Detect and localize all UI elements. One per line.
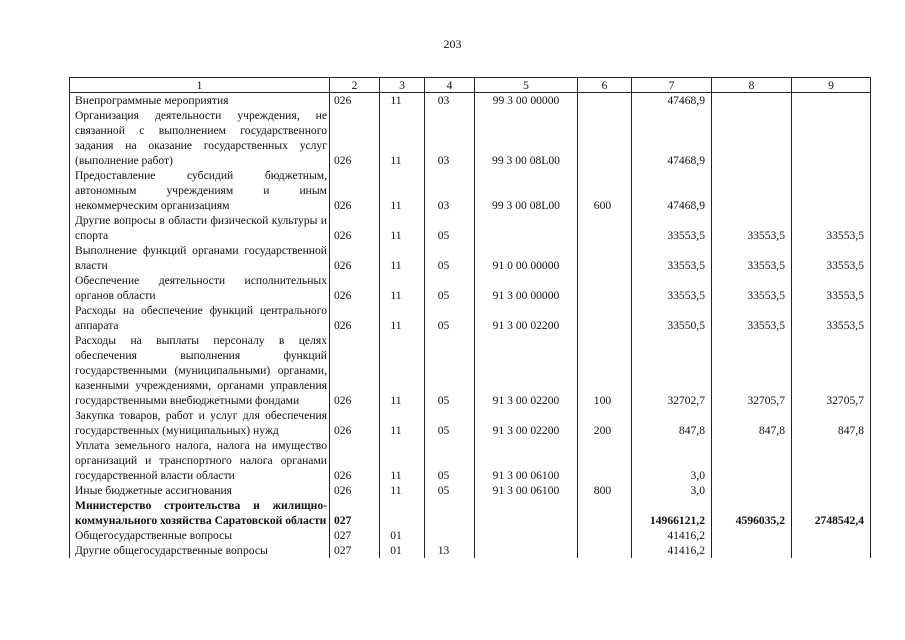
section-code-cell: 11 [380,303,425,333]
amount-cell [712,438,792,483]
subsection-code-cell: 03 [425,108,475,168]
ministry-code-cell: 026 [330,483,380,498]
column-header: 4 [425,78,475,93]
amount-cell: 32702,7 [632,333,712,408]
ministry-code-cell: 026 [330,108,380,168]
row-name-cell: Общегосударственные вопросы [70,528,330,543]
expense-type-cell: 800 [578,483,632,498]
page-number: 203 [443,37,462,51]
target-article-cell: 91 3 00 06100 [475,483,578,498]
expense-type-cell [578,543,632,558]
table-row [70,483,871,498]
amount-cell: 41416,2 [632,528,712,543]
section-code-cell [380,498,425,528]
row-name-cell: Предоставление субсидий бюджетным, автономным учреждениям и иным некоммерческим организациям [70,168,330,213]
ministry-code-cell: 026 [330,438,380,483]
ministry-code-cell: 026 [330,213,380,243]
subsection-code-cell: 05 [425,408,475,438]
amount-cell [792,168,871,213]
column-header: 2 [330,78,380,93]
table-row [70,543,871,558]
row-name-cell: Другие вопросы в области физической культуры и спорта [70,213,330,243]
subsection-code-cell [425,528,475,543]
table-body [70,93,871,559]
amount-cell: 33553,5 [792,273,871,303]
amount-cell [792,528,871,543]
expense-type-cell [578,438,632,483]
ministry-code-cell: 027 [330,543,380,558]
ministry-code-cell: 027 [330,528,380,543]
row-name-cell: Расходы на обеспечение функций центрального аппарата [70,303,330,333]
amount-cell: 47468,9 [632,168,712,213]
budget-table-container [69,77,871,558]
section-code-cell: 11 [380,438,425,483]
amount-cell [792,438,871,483]
section-code-cell: 11 [380,243,425,273]
amount-cell: 33553,5 [632,243,712,273]
amount-cell: 33553,5 [792,303,871,333]
table-row [70,408,871,438]
ministry-code-cell: 026 [330,273,380,303]
subsection-code-cell: 03 [425,168,475,213]
target-article-cell [475,213,578,243]
expense-type-cell [578,528,632,543]
target-article-cell: 91 0 00 00000 [475,243,578,273]
row-name-cell: Иные бюджетные ассигнования [70,483,330,498]
column-header: 9 [792,78,871,93]
subsection-code-cell: 05 [425,213,475,243]
section-code-cell: 11 [380,408,425,438]
subsection-code-cell: 05 [425,333,475,408]
table-row [70,303,871,333]
amount-cell [712,528,792,543]
table-row [70,273,871,303]
section-code-cell: 01 [380,528,425,543]
expense-type-cell: 200 [578,408,632,438]
column-header: 1 [70,78,330,93]
amount-cell: 33553,5 [712,213,792,243]
row-name-cell: Закупка товаров, работ и услуг для обеспечения государственных (муниципальных) нужд [70,408,330,438]
amount-cell: 33553,5 [632,273,712,303]
amount-cell: 41416,2 [632,543,712,558]
table-row [70,108,871,168]
expense-type-cell [578,108,632,168]
row-name-cell: Организация деятельности учреждения, не связанной с выполнением государственного задания на оказание государственных услуг (выполнение работ) [70,108,330,168]
amount-cell: 33553,5 [792,243,871,273]
subsection-code-cell: 03 [425,93,475,109]
section-code-cell: 11 [380,333,425,408]
target-article-cell [475,498,578,528]
expense-type-cell [578,243,632,273]
amount-cell: 847,8 [712,408,792,438]
expense-type-cell [578,273,632,303]
target-article-cell: 91 3 00 02200 [475,303,578,333]
row-name-cell: Уплата земельного налога, налога на имущество организаций и транспортного налога органами государственной власти области [70,438,330,483]
target-article-cell: 91 3 00 06100 [475,438,578,483]
amount-cell: 33553,5 [792,213,871,243]
table-row [70,213,871,243]
amount-cell [712,168,792,213]
row-name-cell: Расходы на выплаты персоналу в целях обеспечения выполнения функций государственными (муниципальными) органами, казенными учреждениями, органами управления государственными внебюджетными фондами [70,333,330,408]
amount-cell [712,108,792,168]
subsection-code-cell: 05 [425,303,475,333]
table-row [70,243,871,273]
table-row [70,93,871,109]
ministry-code-cell: 026 [330,168,380,213]
expense-type-cell [578,93,632,109]
target-article-cell: 99 3 00 00000 [475,93,578,109]
target-article-cell: 99 3 00 08L00 [475,168,578,213]
section-code-cell: 11 [380,213,425,243]
amount-cell: 32705,7 [792,333,871,408]
ministry-code-cell: 026 [330,408,380,438]
amount-cell: 33553,5 [712,273,792,303]
amount-cell [792,543,871,558]
column-header: 6 [578,78,632,93]
amount-cell [792,108,871,168]
amount-cell: 3,0 [632,438,712,483]
subsection-code-cell: 05 [425,273,475,303]
subsection-code-cell: 05 [425,483,475,498]
amount-cell: 847,8 [792,408,871,438]
amount-cell: 847,8 [632,408,712,438]
amount-cell [712,543,792,558]
table-row [70,498,871,528]
row-name-cell: Внепрограммные мероприятия [70,93,330,109]
amount-cell: 33553,5 [632,213,712,243]
expense-type-cell: 100 [578,333,632,408]
amount-cell [712,483,792,498]
subsection-code-cell: 05 [425,438,475,483]
amount-cell: 32705,7 [712,333,792,408]
target-article-cell [475,528,578,543]
column-header: 8 [712,78,792,93]
subsection-code-cell [425,498,475,528]
ministry-code-cell: 026 [330,243,380,273]
table-row [70,528,871,543]
section-code-cell: 11 [380,108,425,168]
target-article-cell: 91 3 00 00000 [475,273,578,303]
amount-cell: 47468,9 [632,93,712,109]
amount-cell: 33553,5 [712,303,792,333]
column-header: 7 [632,78,712,93]
expense-type-cell [578,303,632,333]
amount-cell [792,483,871,498]
amount-cell [792,93,871,109]
amount-cell: 3,0 [632,483,712,498]
row-name-cell: Другие общегосударственные вопросы [70,543,330,558]
target-article-cell: 99 3 00 08L00 [475,108,578,168]
expense-type-cell: 600 [578,168,632,213]
amount-cell: 14966121,2 [632,498,712,528]
amount-cell: 33550,5 [632,303,712,333]
ministry-code-cell: 026 [330,93,380,109]
amount-cell [712,93,792,109]
expense-type-cell [578,498,632,528]
target-article-cell [475,543,578,558]
column-header: 3 [380,78,425,93]
amount-cell: 4596035,2 [712,498,792,528]
amount-cell: 33553,5 [712,243,792,273]
table-row [70,168,871,213]
section-code-cell: 11 [380,483,425,498]
row-name-cell: Обеспечение деятельности исполнительных органов области [70,273,330,303]
ministry-code-cell: 026 [330,303,380,333]
table-row [70,438,871,483]
ministry-code-cell: 027 [330,498,380,528]
section-code-cell: 11 [380,168,425,213]
row-name-cell: Министерство строительства и жилищно-коммунального хозяйства Саратовской области [70,498,330,528]
column-header: 5 [475,78,578,93]
budget-table [69,77,871,558]
section-code-cell: 01 [380,543,425,558]
amount-cell: 47468,9 [632,108,712,168]
target-article-cell: 91 3 00 02200 [475,333,578,408]
section-code-cell: 11 [380,93,425,109]
amount-cell: 2748542,4 [792,498,871,528]
target-article-cell: 91 3 00 02200 [475,408,578,438]
row-name-cell: Выполнение функций органами государственной власти [70,243,330,273]
expense-type-cell [578,213,632,243]
subsection-code-cell: 05 [425,243,475,273]
ministry-code-cell: 026 [330,333,380,408]
subsection-code-cell: 13 [425,543,475,558]
table-row [70,333,871,408]
table-header-row [70,78,871,93]
section-code-cell: 11 [380,273,425,303]
